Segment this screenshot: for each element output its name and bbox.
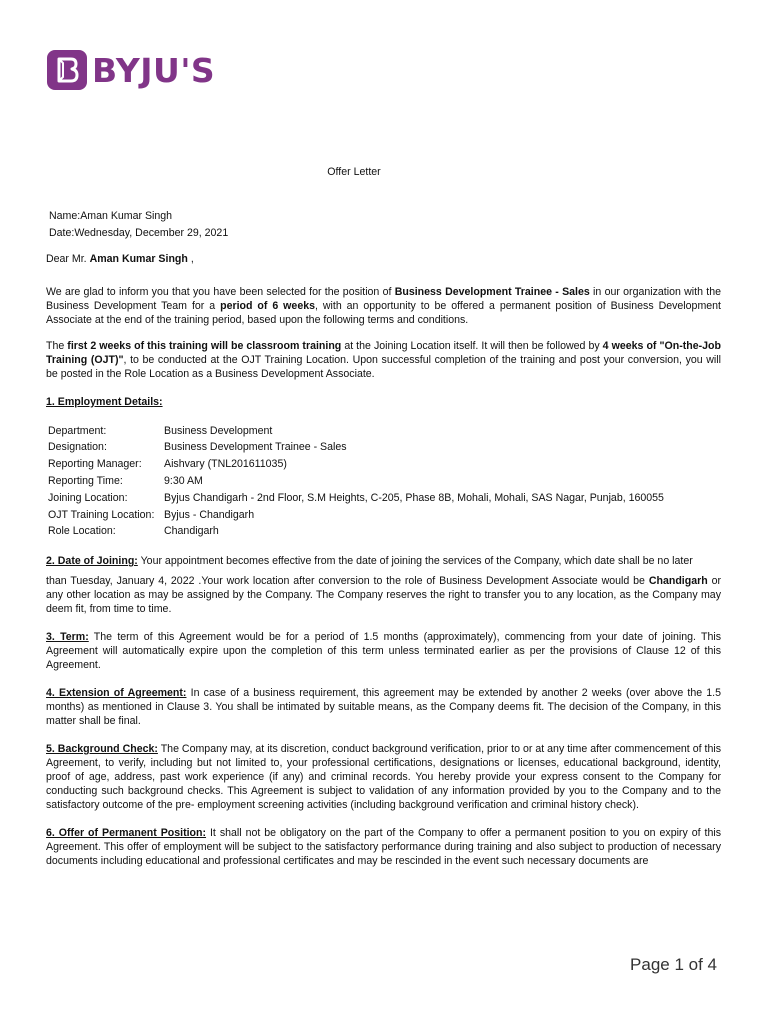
salutation-name: Aman Kumar Singh (89, 252, 188, 265)
permanent-position-heading: 6. Offer of Permanent Position: (46, 826, 207, 839)
permanent-position-text: It shall not be obligatory on the part of the Company to offer a permanent position to you on expiry of this Agreement. This offer of employment will be subject to the satisfactory performance during training and also subject to production of necessary documents including educational and professional certificates and may be rescinded in the event such necessary documents are (46, 826, 721, 867)
detail-value: Byjus Chandigarh - 2nd Floor, S.M Heights, C-205, Phase 8B, Mohali, Mohali, SAS Nagar, Punjab, 160055 (164, 491, 664, 504)
detail-label: Reporting Manager: (48, 458, 142, 471)
date-of-joining-heading: 2. Date of Joining: (46, 555, 138, 568)
background-check-clause (46, 743, 721, 813)
background-check-heading: 5. Background Check: (46, 742, 158, 755)
date-of-joining-clause (46, 555, 721, 569)
letter-title: Offer Letter (327, 166, 381, 178)
intro-paragraph (46, 286, 721, 328)
salutation (46, 253, 721, 267)
detail-value: Byjus - Chandigarh (164, 508, 255, 521)
permanent-position-clause (46, 827, 721, 869)
employment-details-heading: 1. Employment Details: (46, 395, 163, 408)
table-row (48, 509, 664, 526)
intro-text-3: , with an opportunity to be offered a permanent position of Business Development Associate at the end of the training period, based upon the following terms and conditions. (46, 299, 721, 326)
table-row (48, 525, 664, 542)
term-clause (46, 631, 721, 673)
detail-label: Reporting Time: (48, 475, 123, 488)
date-of-joining-text-3: or any other location as may be assigned by the Company. The Company reserves the right to transfer you to any location, as the Company may deem fit, from time to time. (46, 575, 722, 616)
term-text: The term of this Agreement would be for a period of 1.5 months (approximately), commencing from your date of joining. This Agreement will automatically expire upon the completion of this term unless terminated earlier as per the provisions of Clause 12 of this Agreement. (46, 631, 721, 672)
brand-logo (47, 50, 215, 90)
intro-position: Business Development Trainee - Sales (394, 285, 590, 298)
work-location: Chandigarh (648, 575, 708, 588)
letter-body (46, 208, 721, 869)
employment-details-table (48, 425, 664, 543)
intro-text-2: in our organization with the Business Development Team for a (46, 285, 721, 312)
brand-name: BYJU'S (92, 50, 216, 90)
page-number: Page 1 of 4 (630, 955, 717, 974)
salutation-prefix: Dear Mr. (46, 252, 90, 265)
extension-heading: 4. Extension of Agreement: (46, 686, 187, 699)
letter-meta (49, 208, 721, 242)
training-text-1: The (46, 339, 68, 352)
date-of-joining-text-1: Your appointment becomes effective from the date of joining the services of the Company, which date shall be no later (137, 555, 693, 568)
byjus-logo-mark-icon (47, 50, 87, 90)
detail-label: Department: (48, 424, 107, 437)
detail-value: Aishvary (TNL201611035) (164, 458, 287, 471)
date-of-joining-clause-cont (46, 575, 721, 617)
intro-text-1: We are glad to inform you that you have been selected for the position of (46, 285, 395, 298)
training-paragraph (46, 340, 721, 382)
table-row (48, 425, 664, 442)
table-row (48, 458, 664, 475)
date-line: Date:Wednesday, December 29, 2021 (49, 226, 229, 239)
extension-text: In case of a business requirement, this agreement may be extended by another 2 weeks (over above the 1.5 months) as mentioned in Clause 3. You shall be intimated by suitable means, as the Company deems fit. The decision of the Company, in this matter shall be final. (46, 686, 722, 727)
training-ojt: 4 weeks of "On-the-Job Training (OJT)" (46, 339, 721, 366)
salutation-suffix: , (187, 252, 194, 265)
term-heading: 3. Term: (46, 631, 89, 644)
detail-value: 9:30 AM (164, 475, 203, 488)
detail-label: Role Location: (48, 525, 116, 538)
detail-value: Business Development Trainee - Sales (164, 441, 347, 454)
detail-value: Business Development (164, 424, 273, 437)
date-of-joining-text-2: than Tuesday, January 4, 2022 .Your work location after conversion to the role of Business Development Associate would be (46, 575, 649, 588)
background-check-text: The Company may, at its discretion, conduct background verification, prior to or at any time after commencement of this Agreement, to verify, including but not limited to, your professional certifications, designations or licenses, educational background, identity, proof of age, address, past work experience (if any) and criminal records. You hereby provide your express consent to the Company for conducting such background checks. This Agreement is subject to validation of any information provided by you to the Company and to the satisfactory outcome of the pre- employment screening activities (including background verification and criminal history check). (46, 742, 721, 811)
detail-value: Chandigarh (164, 525, 219, 538)
detail-label: OJT Training Location: (48, 508, 155, 521)
name-line: Name:Aman Kumar Singh (49, 210, 173, 222)
intro-period: period of 6 weeks (220, 299, 315, 312)
detail-label: Joining Location: (48, 491, 128, 504)
training-text-3: , to be conducted at the OJT Training Location. Upon successful completion of the training and post your conversion, you will be posted in the Role Location as a Business Development Associate. (46, 353, 721, 380)
extension-clause (46, 687, 721, 729)
table-row (48, 492, 664, 509)
training-text-2: at the Joining Location itself. It will then be followed by (341, 339, 603, 352)
table-row (48, 441, 664, 458)
table-row (48, 475, 664, 492)
detail-label: Designation: (48, 441, 107, 454)
training-classroom: first 2 weeks of this training will be classroom training (67, 339, 342, 352)
